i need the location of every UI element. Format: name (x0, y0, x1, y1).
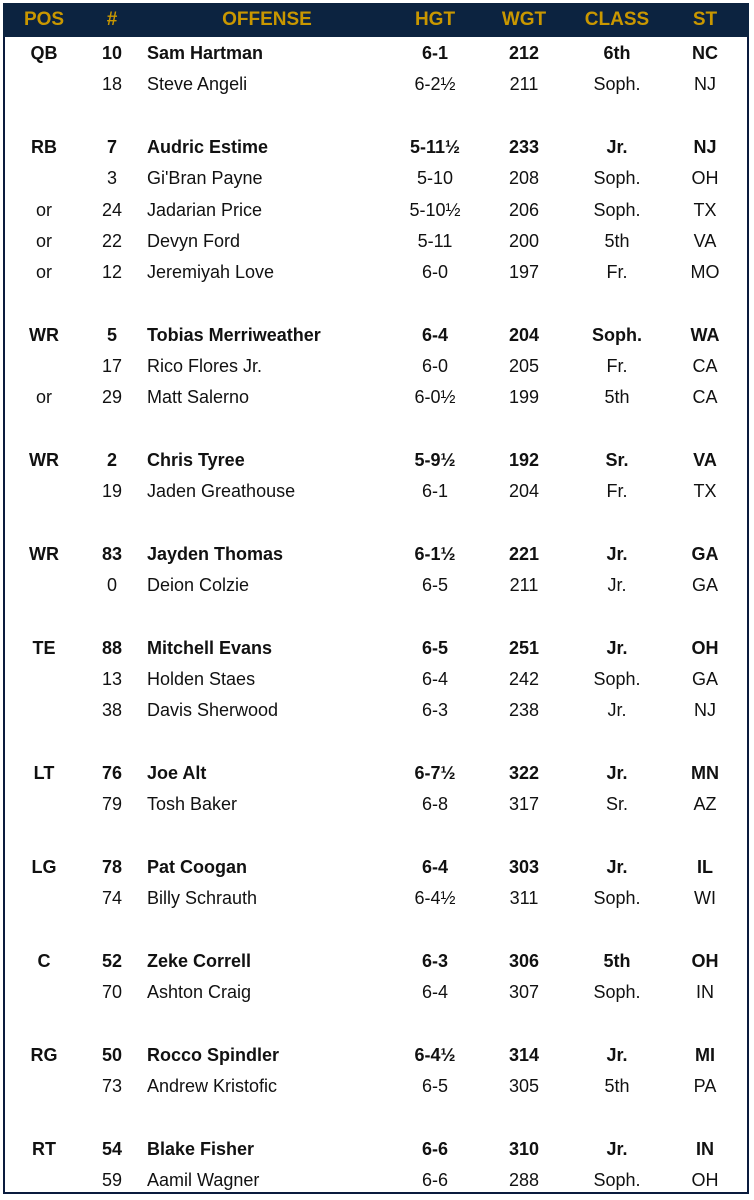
height-cell: 6-4 (421, 324, 448, 345)
position-cell (9, 977, 79, 1008)
position-cell: LT (33, 762, 55, 783)
state-cell: IN (696, 1138, 714, 1159)
table-row (3, 789, 749, 820)
state-cell: GA (691, 575, 718, 596)
state-cell: IL (697, 856, 713, 877)
table-row (3, 570, 749, 601)
weight-cell: 204 (508, 324, 540, 345)
player-name-cell: Steve Angeli (147, 74, 248, 95)
class-cell: Soph. (593, 168, 641, 189)
height-cell: 6-8 (421, 794, 448, 815)
height-cell: 6-4 (421, 982, 448, 1002)
position-cell: or (35, 199, 52, 220)
jersey-number-cell: 7 (106, 136, 117, 157)
weight-cell: 314 (508, 1044, 540, 1065)
player-name-cell: Holden Staes (147, 669, 256, 689)
table-row (3, 946, 749, 977)
class-cell: Soph. (593, 74, 641, 95)
weight-cell: 211 (509, 575, 539, 596)
weight-cell: 208 (508, 168, 540, 189)
state-cell: CA (692, 387, 718, 408)
class-cell: Jr. (606, 1044, 628, 1065)
state-cell: AZ (693, 794, 717, 815)
header-weight: WGT (501, 9, 547, 30)
state-cell: OH (691, 950, 719, 971)
class-cell: Jr. (606, 543, 628, 564)
jersey-number-cell: 78 (101, 856, 123, 877)
position-cell: or (35, 230, 52, 251)
height-cell: 6-0 (421, 262, 448, 283)
class-cell: Sr. (605, 794, 628, 815)
weight-cell: 212 (508, 43, 540, 63)
table-row (3, 852, 749, 883)
weight-cell: 199 (508, 387, 540, 408)
position-cell: C (37, 950, 51, 971)
jersey-number-cell: 2 (106, 449, 117, 470)
height-cell: 5-11 (417, 230, 453, 251)
height-cell: 6-2½ (414, 74, 456, 95)
jersey-number-cell: 18 (101, 74, 123, 95)
weight-cell: 205 (508, 356, 540, 376)
position-cell: WR (29, 324, 59, 345)
height-cell: 6-4 (421, 856, 448, 877)
position-cell: or (35, 262, 52, 283)
height-cell: 6-7½ (414, 762, 456, 783)
class-cell: Jr. (606, 762, 628, 783)
height-cell: 6-6 (421, 1169, 448, 1190)
state-cell: NJ (693, 136, 717, 157)
table-row (3, 1134, 749, 1165)
table-header (3, 3, 749, 37)
height-cell: 6-4½ (414, 1044, 456, 1065)
table-row (3, 695, 749, 726)
height-cell: 5-10½ (409, 199, 461, 220)
player-name-cell: Billy Schrauth (147, 888, 258, 909)
height-cell: 6-1 (421, 43, 448, 63)
jersey-number-cell: 17 (101, 356, 123, 376)
weight-cell: 204 (508, 481, 540, 502)
weight-cell: 322 (508, 762, 540, 783)
position-cell: or (35, 387, 52, 408)
weight-cell: 306 (508, 950, 540, 971)
position-cell (9, 1165, 79, 1196)
position-cell: QB (30, 43, 58, 63)
class-cell: Soph. (593, 888, 641, 909)
player-name-cell: Zeke Correll (147, 950, 252, 971)
player-name-cell: Sam Hartman (147, 43, 264, 63)
height-cell: 6-4 (421, 669, 448, 689)
position-cell (9, 789, 79, 820)
class-cell: Jr. (606, 1138, 628, 1159)
header-offense: OFFENSE (222, 9, 312, 30)
jersey-number-cell: 59 (101, 1169, 123, 1190)
table-row (3, 633, 749, 664)
player-name-cell: Audric Estime (147, 136, 269, 157)
weight-cell: 317 (508, 794, 540, 815)
header-class: CLASS (584, 9, 650, 30)
weight-cell: 310 (508, 1138, 540, 1159)
class-cell: 5th (604, 230, 630, 251)
weight-cell: 233 (508, 136, 540, 157)
player-name-cell: Chris Tyree (147, 449, 245, 470)
position-cell: TE (32, 637, 56, 658)
player-name-cell: Gi'Bran Payne (147, 168, 263, 189)
jersey-number-cell: 3 (106, 168, 117, 189)
state-cell: WA (690, 324, 720, 345)
jersey-number-cell: 52 (101, 950, 123, 971)
jersey-number-cell: 54 (101, 1138, 123, 1159)
jersey-number-cell: 29 (101, 387, 123, 408)
height-cell: 6-0½ (414, 387, 456, 408)
height-cell: 6-1½ (414, 543, 456, 564)
table-row (3, 257, 749, 288)
table-row (3, 382, 749, 413)
jersey-number-cell: 70 (101, 982, 123, 1002)
class-cell: Jr. (606, 856, 628, 877)
jersey-number-cell: 83 (101, 543, 123, 564)
class-cell: Soph. (593, 199, 641, 220)
state-cell: OH (691, 637, 719, 658)
weight-cell: 221 (508, 543, 540, 564)
player-name-cell: Rico Flores Jr. (147, 356, 263, 376)
table-row (3, 664, 749, 695)
class-cell: Soph. (593, 669, 641, 689)
weight-cell: 288 (508, 1169, 540, 1190)
state-cell: NC (692, 43, 718, 63)
position-cell (9, 664, 79, 695)
player-name-cell: Aamil Wagner (147, 1169, 260, 1190)
jersey-number-cell: 13 (101, 669, 123, 689)
player-name-cell: Matt Salerno (147, 387, 250, 408)
table-row (3, 38, 749, 69)
jersey-number-cell: 12 (101, 262, 123, 283)
table-row (3, 977, 749, 1008)
state-cell: TX (693, 199, 717, 220)
weight-cell: 206 (508, 199, 540, 220)
table-row (3, 539, 749, 570)
table-row (3, 195, 749, 226)
player-name-cell: Jaden Greathouse (147, 481, 296, 502)
state-cell: VA (693, 449, 717, 470)
position-cell: WR (29, 449, 59, 470)
table-row (3, 320, 749, 351)
table-row (3, 1165, 749, 1196)
state-cell: NJ (694, 74, 716, 95)
position-cell (9, 570, 79, 601)
jersey-number-cell: 76 (101, 762, 123, 783)
state-cell: MO (690, 262, 720, 283)
player-name-cell: Pat Coogan (147, 856, 248, 877)
height-cell: 6-5 (421, 637, 448, 658)
state-cell: WI (694, 888, 716, 909)
position-cell: WR (29, 543, 59, 564)
player-name-cell: Blake Fisher (147, 1138, 255, 1159)
position-cell (9, 163, 79, 194)
state-cell: NJ (694, 700, 716, 721)
state-cell: TX (693, 481, 717, 502)
height-cell: 6-3 (421, 950, 448, 971)
position-cell (9, 695, 79, 726)
player-name-cell: Tosh Baker (147, 794, 238, 815)
position-cell: RT (32, 1138, 56, 1159)
weight-cell: 307 (508, 982, 540, 1002)
player-name-cell: Andrew Kristofic (147, 1075, 278, 1096)
jersey-number-cell: 5 (106, 324, 117, 345)
player-name-cell: Ashton Craig (147, 982, 252, 1002)
class-cell: Soph. (593, 1169, 641, 1190)
jersey-number-cell: 88 (101, 637, 123, 658)
jersey-number-cell: 73 (101, 1075, 123, 1096)
class-cell: Fr. (606, 356, 628, 376)
class-cell: Sr. (605, 449, 629, 470)
state-cell: GA (691, 669, 718, 689)
height-cell: 6-6 (421, 1138, 448, 1159)
class-cell: Soph. (592, 324, 642, 345)
header-height: HGT (414, 9, 456, 30)
state-cell: IN (696, 982, 714, 1002)
position-cell: RG (30, 1044, 58, 1065)
height-cell: 5-9½ (414, 449, 456, 470)
height-cell: 6-1 (421, 481, 448, 502)
jersey-number-cell: 0 (106, 575, 117, 596)
table-row (3, 351, 749, 382)
player-name-cell: Joe Alt (147, 762, 207, 783)
table-row (3, 1071, 749, 1102)
table-row (3, 132, 749, 163)
weight-cell: 238 (508, 700, 540, 721)
weight-cell: 192 (508, 449, 540, 470)
class-cell: Jr. (607, 575, 627, 596)
player-name-cell: Deion Colzie (147, 575, 250, 596)
position-cell (9, 1071, 79, 1102)
height-cell: 6-5 (421, 1075, 448, 1096)
state-cell: MN (691, 762, 719, 783)
table-row (3, 226, 749, 257)
weight-cell: 303 (508, 856, 540, 877)
weight-cell: 305 (508, 1075, 540, 1096)
weight-cell: 197 (508, 262, 540, 283)
jersey-number-cell: 38 (101, 700, 123, 721)
weight-cell: 211 (509, 74, 539, 95)
position-cell (9, 351, 79, 382)
header-pos: POS (23, 9, 65, 30)
header-state: ST (692, 9, 718, 30)
jersey-number-cell: 50 (101, 1044, 123, 1065)
height-cell: 5-11½ (409, 136, 461, 157)
jersey-number-cell: 19 (101, 481, 123, 502)
class-cell: 5th (603, 950, 631, 971)
class-cell: 6th (603, 43, 631, 63)
class-cell: Soph. (593, 982, 641, 1002)
table-row (3, 758, 749, 789)
height-cell: 6-5 (421, 575, 448, 596)
weight-cell: 200 (508, 230, 540, 251)
table-row (3, 1040, 749, 1071)
weight-cell: 311 (509, 888, 539, 909)
state-cell: GA (691, 543, 719, 564)
class-cell: Jr. (606, 136, 628, 157)
player-name-cell: Mitchell Evans (147, 637, 273, 658)
table-row (3, 883, 749, 914)
state-cell: OH (691, 168, 719, 189)
class-cell: Jr. (607, 700, 627, 721)
player-name-cell: Jeremiyah Love (147, 262, 275, 283)
class-cell: 5th (604, 1075, 630, 1096)
class-cell: Jr. (606, 637, 628, 658)
height-cell: 6-0 (421, 356, 448, 376)
position-cell: RB (31, 136, 57, 157)
player-name-cell: Rocco Spindler (147, 1044, 280, 1065)
height-cell: 6-3 (421, 700, 448, 721)
position-cell (9, 69, 79, 100)
jersey-number-cell: 79 (101, 794, 123, 815)
class-cell: 5th (604, 387, 630, 408)
player-name-cell: Tobias Merriweather (147, 324, 321, 345)
state-cell: VA (693, 230, 717, 251)
state-cell: PA (693, 1075, 717, 1096)
class-cell: Fr. (606, 481, 628, 502)
player-name-cell: Davis Sherwood (147, 700, 279, 721)
position-cell: LG (31, 856, 57, 877)
height-cell: 6-4½ (414, 888, 456, 909)
table-row (3, 445, 749, 476)
height-cell: 5-10 (416, 168, 454, 189)
position-cell (9, 883, 79, 914)
table-row (3, 476, 749, 507)
class-cell: Fr. (606, 262, 628, 283)
player-name-cell: Jadarian Price (147, 199, 263, 220)
state-cell: OH (691, 1169, 719, 1190)
header-number: # (106, 9, 118, 30)
table-row (3, 69, 749, 100)
state-cell: CA (692, 356, 718, 376)
player-name-cell: Jayden Thomas (147, 543, 284, 564)
jersey-number-cell: 24 (101, 199, 123, 220)
weight-cell: 251 (508, 637, 540, 658)
weight-cell: 242 (508, 669, 540, 689)
position-cell (9, 476, 79, 507)
state-cell: MI (695, 1044, 715, 1065)
jersey-number-cell: 74 (101, 888, 123, 909)
player-name-cell: Devyn Ford (147, 230, 241, 251)
jersey-number-cell: 22 (101, 230, 123, 251)
jersey-number-cell: 10 (101, 43, 123, 63)
table-row (3, 163, 749, 194)
